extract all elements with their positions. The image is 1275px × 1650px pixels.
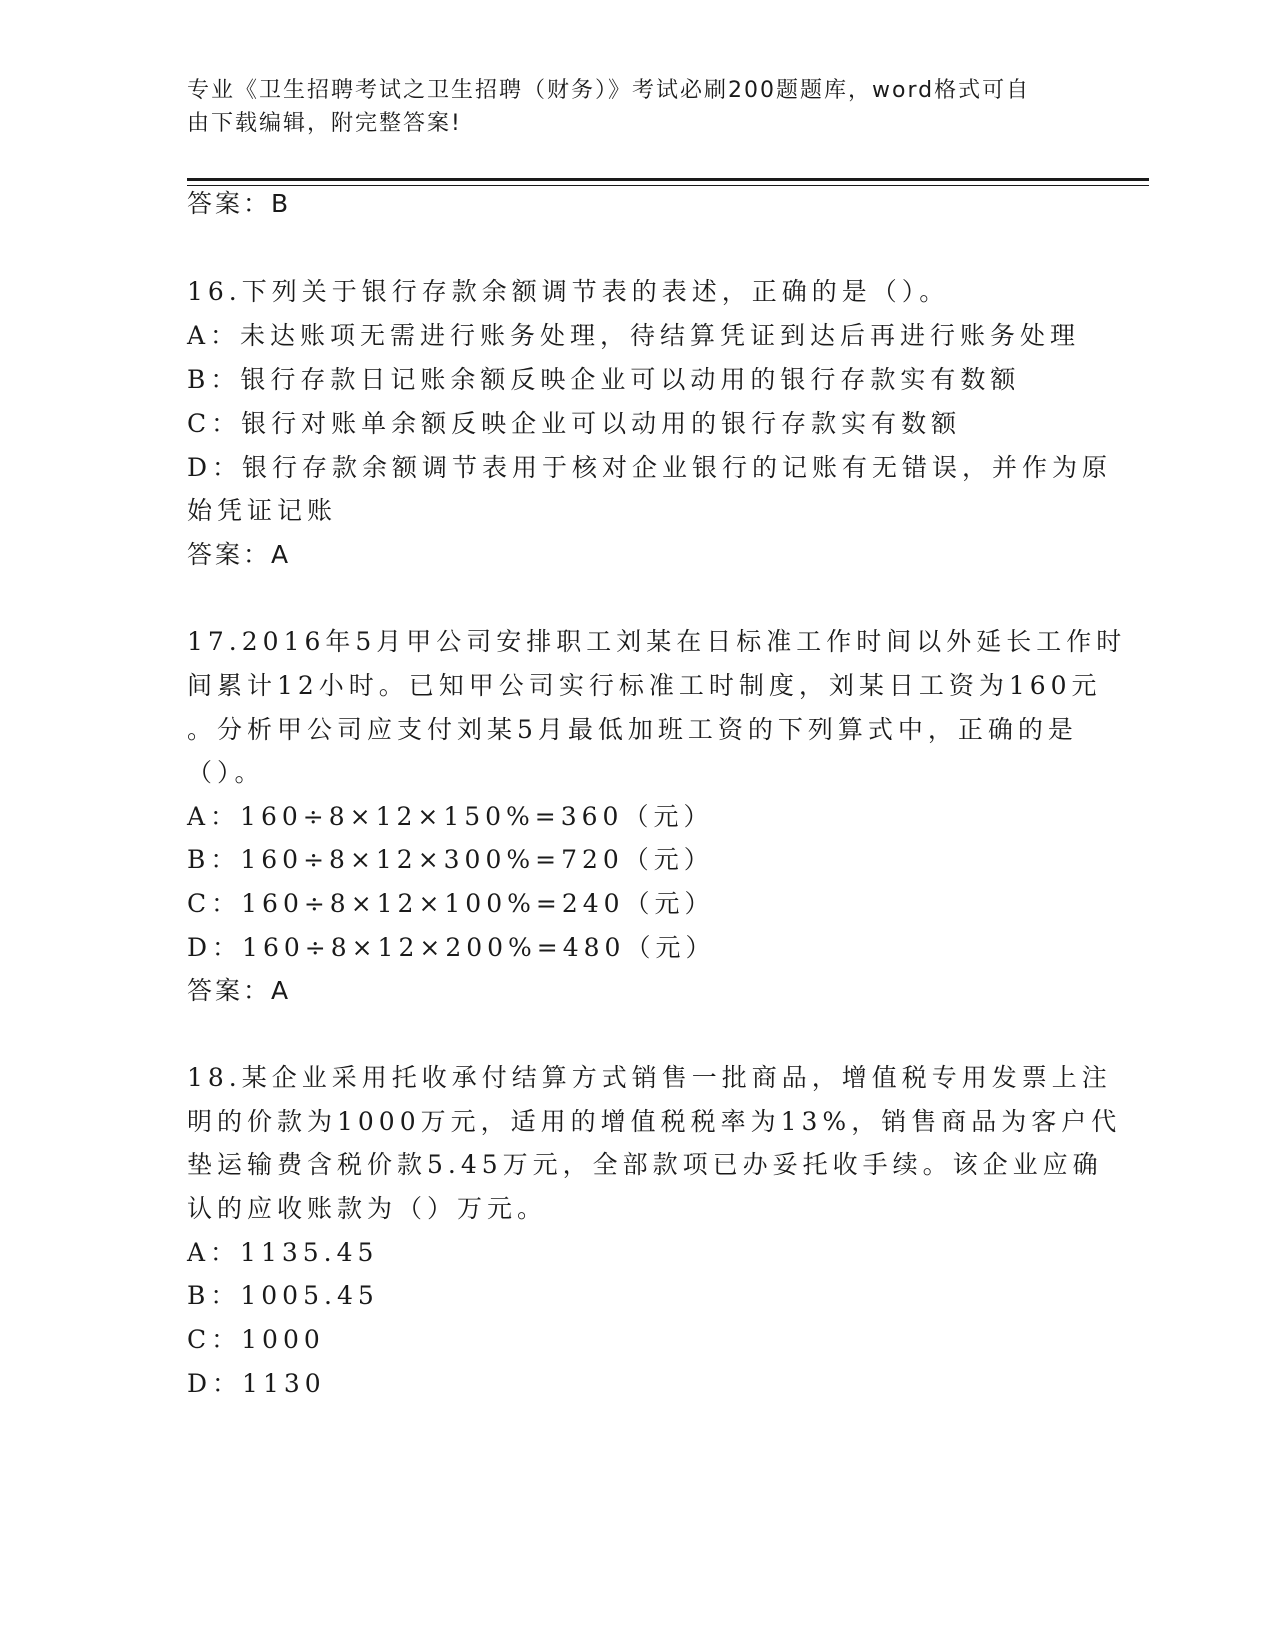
q18-option-d: D：1130 — [187, 1369, 326, 1398]
q18-stem-line-1: 18.某企业采用托收承付结算方式销售一批商品，增值税专用发票上注 — [187, 1063, 1112, 1092]
q16-option-d-line-1: D：银行存款余额调节表用于核对企业银行的记账有无错误，并作为原 — [187, 453, 1113, 482]
q17-stem-line-3: 。分析甲公司应支付刘某5月最低加班工资的下列算式中，正确的是 — [187, 715, 1078, 744]
q16-option-d-line-2: 始凭证记账 — [187, 496, 338, 525]
q17-option-b: B：160÷8×12×300%=720（元） — [187, 845, 714, 874]
header-divider-thick — [187, 178, 1149, 181]
q15-answer: 答案：B — [187, 189, 292, 218]
q17-stem-line-4: （）。 — [187, 758, 265, 787]
q17-stem-line-2: 间累计12小时。已知甲公司实行标准工时制度，刘某日工资为160元 — [187, 671, 1102, 700]
q18-option-c: C：1000 — [187, 1325, 325, 1354]
header-line-2: 由下载编辑，附完整答案! — [187, 111, 462, 136]
q16-answer: 答案：A — [187, 540, 292, 569]
q16-option-a: A：未达账项无需进行账务处理，待结算凭证到达后再进行账务处理 — [187, 321, 1081, 350]
q17-option-d: D：160÷8×12×200%=480（元） — [187, 933, 716, 962]
q17-option-a: A：160÷8×12×150%=360（元） — [187, 802, 714, 831]
q17-option-c: C：160÷8×12×100%=240（元） — [187, 889, 715, 918]
document-header — [187, 74, 1077, 140]
q18-option-b: B：1005.45 — [187, 1281, 379, 1310]
q17-answer: 答案：A — [187, 976, 292, 1005]
header-line-1: 专业《卫生招聘考试之卫生招聘（财务）》考试必刷200题题库，word格式可自 — [187, 78, 1031, 103]
q18-stem-line-4: 认的应收账款为（）万元。 — [187, 1194, 548, 1223]
header-divider-thin — [187, 185, 1149, 186]
q16-stem: 16.下列关于银行存款余额调节表的表述，正确的是（）。 — [187, 277, 950, 306]
q16-option-b: B：银行存款日记账余额反映企业可以动用的银行存款实有数额 — [187, 365, 1021, 394]
q18-stem-line-3: 垫运输费含税价款5.45万元，全部款项已办妥托收手续。该企业应确 — [187, 1150, 1103, 1179]
q16-option-c: C：银行对账单余额反映企业可以动用的银行存款实有数额 — [187, 409, 962, 438]
q18-option-a: A：1135.45 — [187, 1238, 379, 1267]
q18-stem-line-2: 明的价款为1000万元，适用的增值税税率为13%，销售商品为客户代 — [187, 1107, 1122, 1136]
q17-stem-line-1: 17.2016年5月甲公司安排职工刘某在日标准工作时间以外延长工作时 — [187, 627, 1127, 656]
